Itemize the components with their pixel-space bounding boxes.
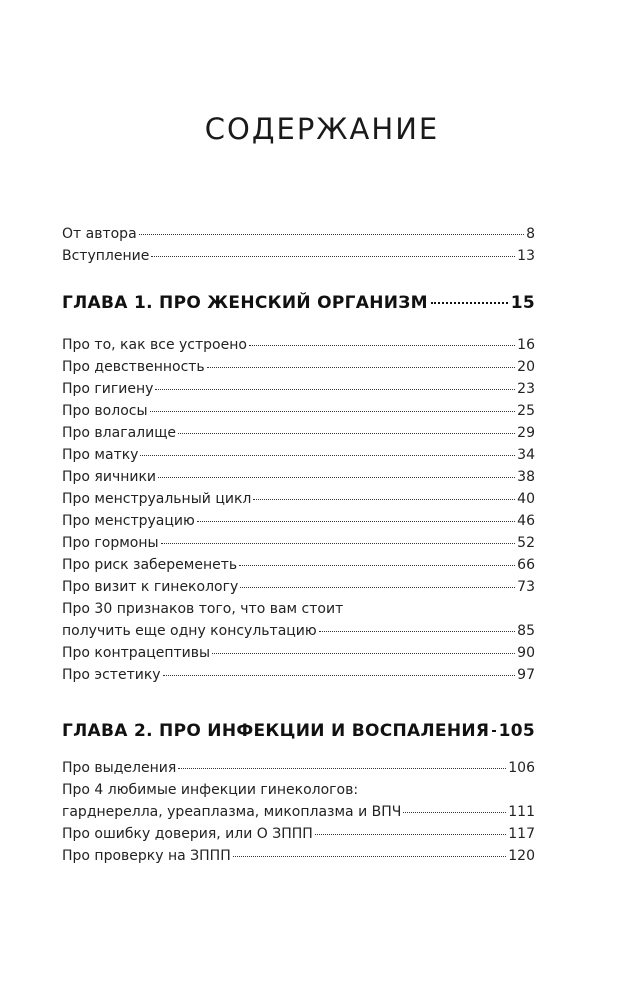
toc-entry[interactable] — [62, 826, 535, 848]
dot-leader — [161, 543, 516, 544]
toc-entry-page: 111 — [508, 804, 535, 820]
toc-entry[interactable] — [62, 557, 535, 579]
toc-entry-page: 97 — [517, 667, 535, 683]
toc-entry-text: Про контрацептивы — [62, 645, 211, 661]
toc-entry[interactable] — [62, 535, 535, 557]
toc-entry-text: Про эстетику — [62, 667, 161, 683]
toc-entry[interactable] — [62, 848, 535, 870]
toc-entry-text: Про менструацию — [62, 513, 195, 529]
chapter-page: 15 — [510, 293, 535, 313]
toc-entry[interactable] — [62, 447, 535, 469]
dot-leader — [178, 433, 515, 434]
toc-entry-page: 40 — [517, 491, 535, 507]
chapter-heading[interactable] — [62, 721, 535, 745]
toc-entry[interactable] — [62, 601, 535, 623]
toc-entry-text: Про 4 любимые инфекции гинекологов: — [62, 782, 359, 798]
chapter-page: 105 — [498, 721, 535, 741]
toc-entry-text: Про 30 признаков того, что вам стоит — [62, 601, 344, 617]
dot-leader — [140, 455, 515, 456]
toc-entry[interactable] — [62, 359, 535, 381]
toc-entry-page: 8 — [526, 226, 535, 242]
dot-leader — [150, 411, 516, 412]
toc-entry[interactable] — [62, 804, 535, 826]
chapter-title: ГЛАВА 2. ПРО ИНФЕКЦИИ И ВОСПАЛЕНИЯ — [62, 721, 490, 741]
toc-entry-text: Про матку — [62, 447, 139, 463]
toc-entry-page: 85 — [517, 623, 535, 639]
toc-entry[interactable] — [62, 667, 535, 689]
page-title: СОДЕРЖАНИЕ — [204, 112, 440, 146]
dot-leader — [319, 631, 515, 632]
dot-leader — [253, 499, 515, 500]
dot-leader — [240, 587, 515, 588]
toc-entry-page: 73 — [517, 579, 535, 595]
toc-entry[interactable] — [62, 513, 535, 535]
toc-chapter-2-items — [62, 760, 535, 870]
toc-entry-text: Про выделения — [62, 760, 177, 776]
toc-entry[interactable] — [62, 491, 535, 513]
toc-entry-text: Про гигиену — [62, 381, 154, 397]
toc-entry-text: получить еще одну консультацию — [62, 623, 317, 639]
toc-entry[interactable] — [62, 337, 535, 359]
toc-entry[interactable] — [62, 381, 535, 403]
dot-leader — [315, 834, 506, 835]
toc-entry-page: 23 — [517, 381, 535, 397]
dot-leader — [212, 653, 515, 654]
dot-leader — [492, 730, 495, 732]
toc-entry-page: 20 — [517, 359, 535, 375]
toc-entry-page: 25 — [517, 403, 535, 419]
toc-entry-page: 34 — [517, 447, 535, 463]
dot-leader — [197, 521, 515, 522]
dot-leader — [151, 256, 515, 257]
dot-leader — [178, 768, 506, 769]
chapter-title: ГЛАВА 1. ПРО ЖЕНСКИЙ ОРГАНИЗМ — [62, 293, 428, 313]
toc-entry[interactable] — [62, 645, 535, 667]
toc-entry-page: 66 — [517, 557, 535, 573]
dot-leader — [139, 234, 524, 235]
toc-entry-text: Про риск забеременеть — [62, 557, 238, 573]
dot-leader — [403, 812, 506, 813]
toc-entry-page: 46 — [517, 513, 535, 529]
toc-entry-page: 90 — [517, 645, 535, 661]
toc-entry-text: Вступление — [62, 248, 150, 264]
toc-entry-text: Про гормоны — [62, 535, 159, 551]
toc-entry-text: Про проверку на ЗППП — [62, 848, 231, 864]
toc-entry[interactable] — [62, 248, 535, 270]
toc-entry-page: 120 — [508, 848, 535, 864]
toc-entry-page: 13 — [517, 248, 535, 264]
toc-entry-text: гарднерелла, уреаплазма, микоплазма и ВПЧ — [62, 804, 402, 820]
toc-chapter-2 — [62, 721, 535, 745]
toc-intro — [62, 226, 535, 270]
toc-entry[interactable] — [62, 579, 535, 601]
toc-chapter-1 — [62, 293, 535, 317]
toc-entry[interactable] — [62, 226, 535, 248]
dot-leader — [163, 675, 516, 676]
toc-entry-text: Про волосы — [62, 403, 148, 419]
toc-entry-text: Про то, как все устроено — [62, 337, 247, 353]
toc-entry[interactable] — [62, 623, 535, 645]
dot-leader — [431, 302, 508, 304]
toc-entry[interactable] — [62, 760, 535, 782]
toc-entry-text: Про девственность — [62, 359, 205, 375]
toc-entry-page: 52 — [517, 535, 535, 551]
dot-leader — [233, 856, 507, 857]
toc-entry-text: Про ошибку доверия, или О ЗППП — [62, 826, 313, 842]
toc-entry-page: 38 — [517, 469, 535, 485]
dot-leader — [249, 345, 515, 346]
toc-entry-text: От автора — [62, 226, 137, 242]
toc-entry-text: Про влагалище — [62, 425, 176, 441]
toc-entry-page: 117 — [508, 826, 535, 842]
toc-entry[interactable] — [62, 469, 535, 491]
toc-entry-page: 16 — [517, 337, 535, 353]
toc-entry-page: 29 — [517, 425, 535, 441]
toc-chapter-1-items — [62, 337, 535, 689]
dot-leader — [155, 389, 515, 390]
toc-entry[interactable] — [62, 403, 535, 425]
dot-leader — [207, 367, 516, 368]
toc-entry-page: 106 — [508, 760, 535, 776]
toc-entry-text: Про яичники — [62, 469, 157, 485]
toc-entry-text: Про визит к гинекологу — [62, 579, 239, 595]
toc-entry-text: Про менструальный цикл — [62, 491, 252, 507]
toc-entry[interactable] — [62, 425, 535, 447]
dot-leader — [158, 477, 515, 478]
dot-leader — [239, 565, 515, 566]
chapter-heading[interactable] — [62, 293, 535, 317]
toc-entry[interactable] — [62, 782, 535, 804]
